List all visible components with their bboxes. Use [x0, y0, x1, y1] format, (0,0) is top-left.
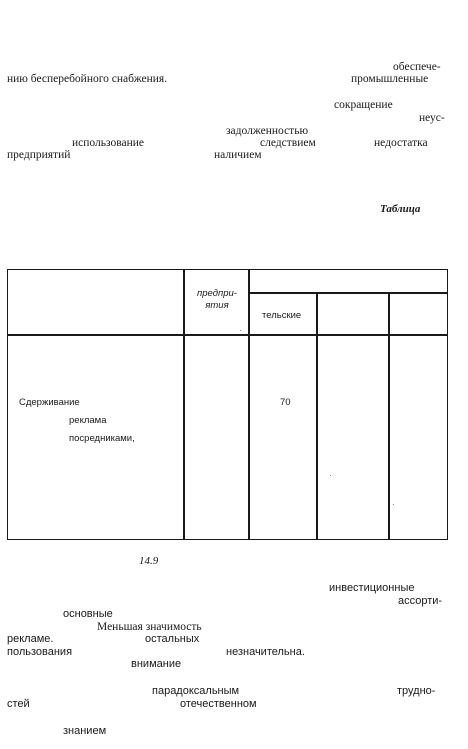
text-fragment: знанием: [63, 725, 107, 737]
text-fragment: инвестиционные: [329, 582, 415, 594]
text-fragment: парадоксальным: [152, 685, 240, 697]
table-header-cell: тельские: [262, 310, 302, 321]
table-header-subdivider: [248, 292, 448, 294]
table-column-divider: [248, 270, 250, 539]
text-fragment: промышленные: [351, 73, 429, 85]
table-column-divider: [388, 292, 390, 539]
table-header-cell: предпри- ятия: [197, 288, 237, 312]
text-fragment: наличием: [214, 149, 262, 161]
text-fragment: внимание: [131, 658, 182, 670]
text-fragment: сокращение: [334, 99, 393, 111]
text-fragment: нию бесперебойного снабжения.: [7, 73, 168, 85]
text-fragment: стей: [7, 698, 30, 710]
table-row-label: реклама: [69, 415, 107, 426]
scan-speck: [330, 475, 331, 476]
text-fragment: отечественном: [180, 698, 257, 710]
text-fragment: использование: [72, 137, 145, 149]
text-fragment: незначительна.: [226, 646, 305, 658]
table-header-divider: [8, 334, 447, 336]
footnote-number: 14.9: [139, 555, 159, 567]
scan-speck: [240, 330, 241, 331]
text-fragment: Меньшая значимость: [97, 621, 202, 633]
text-fragment: неус-: [419, 112, 445, 124]
table-row-label: Сдерживание: [19, 397, 80, 408]
text-fragment: следствием: [260, 137, 316, 149]
text-fragment: обеспече-: [393, 61, 441, 73]
text-fragment: остальных: [145, 633, 200, 645]
scan-speck: [393, 504, 394, 505]
text-fragment: трудно-: [397, 685, 436, 697]
text-fragment: основные: [63, 608, 113, 620]
text-fragment: предприятий: [7, 149, 71, 161]
table-row-label: посредниками,: [69, 433, 135, 444]
data-table: [7, 269, 448, 540]
text-fragment: пользования: [7, 646, 73, 658]
table-column-divider: [183, 270, 185, 539]
text-fragment: рекламе.: [7, 633, 54, 645]
text-fragment: недостатка: [374, 137, 428, 149]
table-column-divider: [316, 292, 318, 539]
text-fragment: задолженностью: [226, 125, 309, 137]
table-cell-value: 70: [280, 397, 291, 408]
table-caption: Таблица: [380, 203, 421, 215]
text-fragment: ассорти-: [398, 595, 443, 607]
